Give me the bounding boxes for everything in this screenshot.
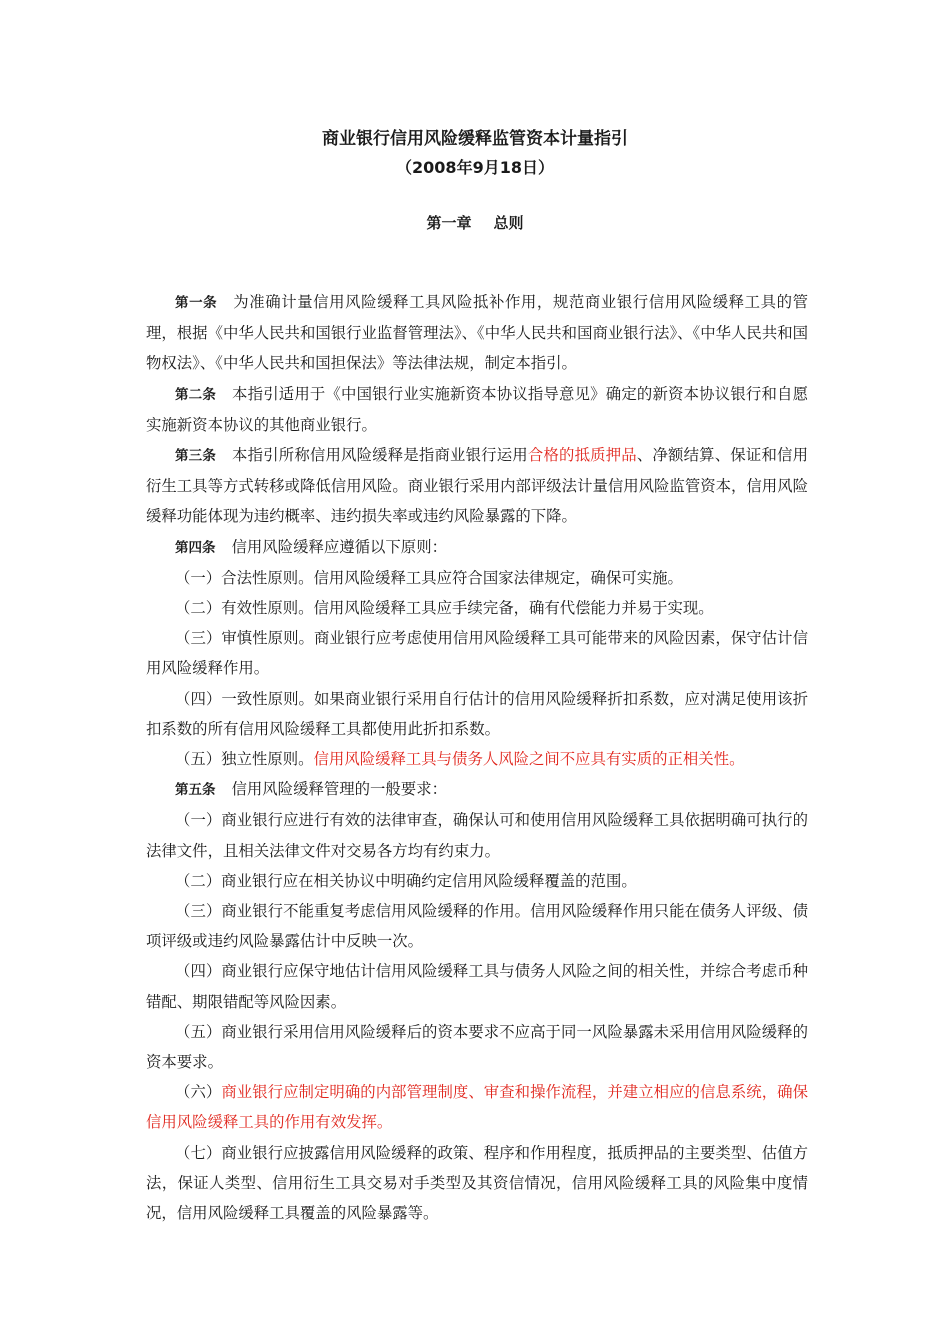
highlighted-text: 商业银行应制定明确的内部管理制度、审查和操作流程，并建立相应的信息系统，确保信用风险缓释工具的作用有效发挥。	[146, 1083, 808, 1132]
paragraph-text: 本指引适用于《中国银行业实施新资本协议指导意见》确定的新资本协议银行和自愿实施新资本协议的其他商业银行。	[146, 384, 808, 434]
list-item: （四）一致性原则。如果商业银行采用自行估计的信用风险缓释折扣系数，应对满足使用该折扣系数的所有信用风险缓释工具都使用此折扣系数。	[146, 689, 808, 738]
chapter-heading	[0, 212, 950, 233]
article-3	[146, 440, 808, 532]
document-body	[146, 287, 808, 1228]
list-item: （一）商业银行应进行有效的法律审查，确保认可和使用信用风险缓释工具依据明确可执行的法律文件，且相关法律文件对交易各方均有约束力。	[146, 811, 808, 860]
chapter-name: 总则	[493, 214, 524, 232]
article-label: 第二条	[175, 386, 217, 403]
list-item: （三）审慎性原则。商业银行应考虑使用信用风险缓释工具可能带来的风险因素，保守估计信用风险缓释作用。	[146, 629, 808, 678]
list-item: （二）商业银行应在相关协议中明确约定信用风险缓释覆盖的范围。	[175, 871, 637, 890]
article-label: 第一条	[175, 295, 218, 311]
paragraph-text: 信用风险缓释应遵循以下原则：	[231, 537, 447, 556]
document-date: （2008年9月18日）	[396, 158, 554, 177]
article-label: 第五条	[175, 782, 216, 799]
article-2	[146, 379, 808, 440]
paragraph-text: 信用风险缓释管理的一般要求：	[231, 780, 447, 799]
list-item: （七）商业银行应披露信用风险缓释的政策、程序和作用程度，抵质押品的主要类型、估值方法，保证人类型、信用衍生工具交易对手类型及其资信情况，信用风险缓释工具的风险集中度情况，信用风险缓释工具覆盖的风险暴露等。	[146, 1143, 808, 1223]
paragraph-text: （五）独立性原则。	[175, 750, 314, 769]
list-item	[146, 744, 808, 774]
highlighted-text: 合格的抵质押品	[527, 446, 637, 465]
article-1	[146, 287, 808, 379]
list-item: （四）商业银行应保守地估计信用风险缓释工具与债务人风险之间的相关性，并综合考虑币种错配、期限错配等风险因素。	[146, 962, 808, 1011]
article-label: 第四条	[175, 539, 216, 556]
list-item: （五）商业银行采用信用风险缓释后的资本要求不应高于同一风险暴露未采用信用风险缓释的资本要求。	[146, 1022, 808, 1072]
chapter-number: 第一章	[426, 214, 472, 232]
paragraph-text: （六）	[175, 1083, 222, 1102]
list-item	[146, 1077, 808, 1137]
article-label: 第三条	[175, 448, 217, 465]
article-5	[146, 774, 808, 805]
highlighted-text: 信用风险缓释工具与债务人风险之间不应具有实质的正相关性。	[313, 750, 745, 769]
paragraph-text: 本指引所称信用风险缓释是指商业银行运用	[232, 446, 528, 465]
list-item: （一）合法性原则。信用风险缓释工具应符合国家法律规定，确保可实施。	[175, 568, 683, 587]
list-item: （二）有效性原则。信用风险缓释工具应手续完备，确有代偿能力并易于实现。	[175, 599, 714, 618]
paragraph-text: 、净额结算、保证和信用衍生工具等方式转移或降低信用风险。商业银行采用内部评级法计量信用风险监管资本，信用风险缓释功能体现为违约概率、违约损失率或违约风险暴露的下降。	[146, 446, 808, 526]
article-4	[146, 532, 808, 563]
list-item: （三）商业银行不能重复考虑信用风险缓释的作用。信用风险缓释作用只能在债务人评级、债项评级或违约风险暴露估计中反映一次。	[146, 902, 808, 951]
document-title: 商业银行信用风险缓释监管资本计量指引	[322, 129, 628, 149]
paragraph-text: 为准确计量信用风险缓释工具风险抵补作用，规范商业银行信用风险缓释工具的管理，根据《中华人民共和国银行业监督管理法》、《中华人民共和国商业银行法》、《中华人民共和国物权法》、《中华人民共和国担保法》等法律法规，制定本指引。	[146, 293, 808, 373]
